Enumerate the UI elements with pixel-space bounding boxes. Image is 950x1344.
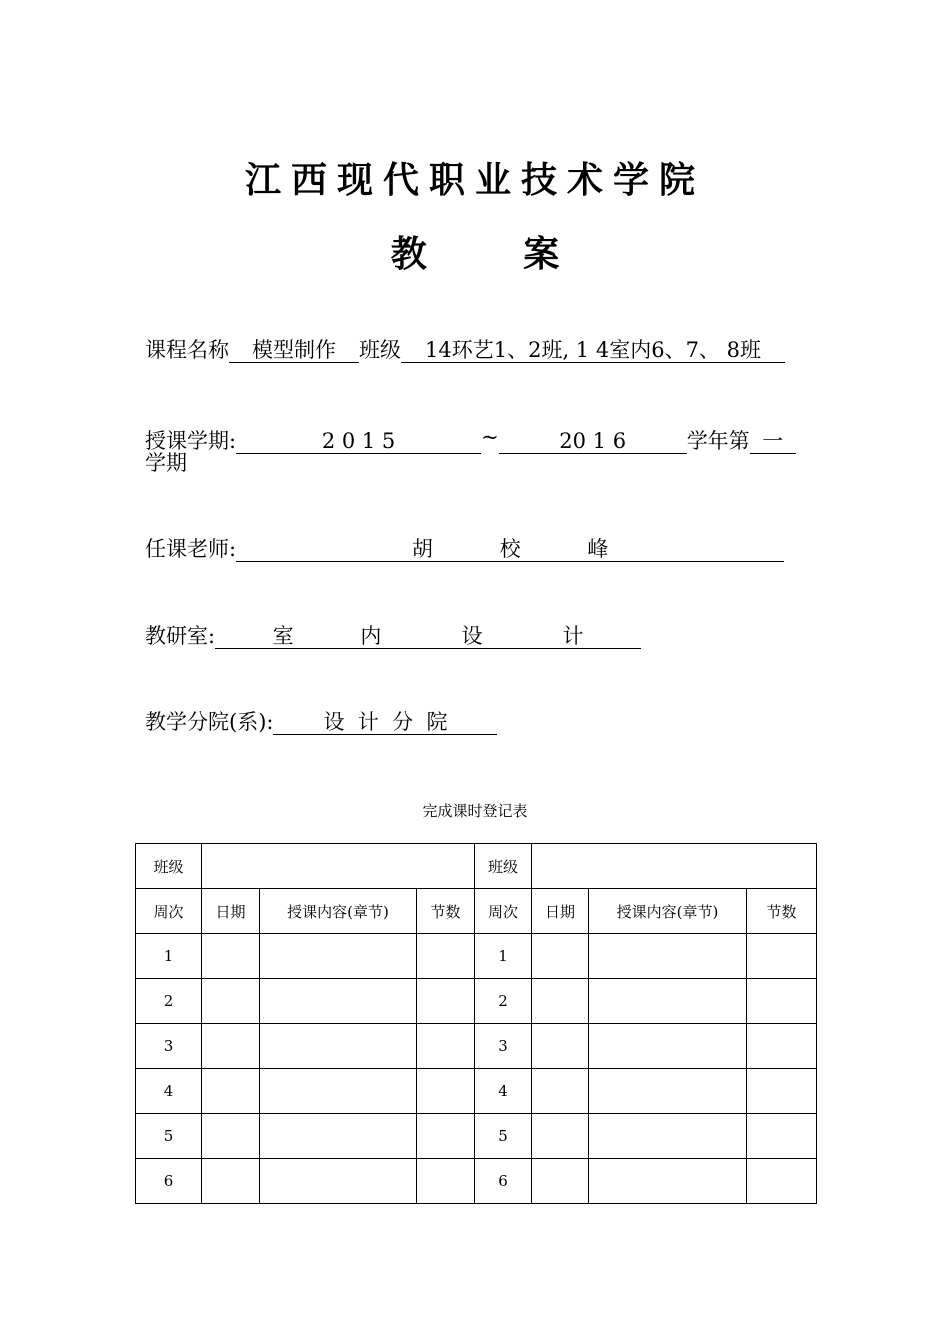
- sessions-cell[interactable]: [417, 979, 475, 1024]
- content-cell[interactable]: [589, 934, 747, 979]
- week-number: 3: [475, 1024, 532, 1069]
- class-value-cell[interactable]: [532, 844, 817, 889]
- term-row: [145, 424, 796, 454]
- date-cell[interactable]: [202, 1159, 260, 1204]
- term-year-start: 2 0 1 5: [236, 429, 481, 454]
- school-name: 江西现代职业技术学院: [244, 159, 705, 201]
- teacher-label: 任课老师:: [145, 537, 237, 561]
- content-cell[interactable]: [260, 1159, 417, 1204]
- content-cell[interactable]: [260, 1069, 417, 1114]
- term-year-end: 20 1 6: [499, 429, 687, 454]
- term-suffix: 学年第: [686, 429, 750, 453]
- sessions-cell[interactable]: [747, 1024, 817, 1069]
- week-number: 2: [475, 979, 532, 1024]
- date-cell[interactable]: [532, 934, 589, 979]
- week-number: 1: [475, 934, 532, 979]
- department-label: 教学分院(系):: [145, 710, 274, 734]
- week-number: 2: [136, 979, 202, 1024]
- date-cell[interactable]: [202, 979, 260, 1024]
- table-row: [136, 979, 817, 1024]
- date-cell[interactable]: [202, 934, 260, 979]
- content-cell[interactable]: [260, 1114, 417, 1159]
- week-number: 5: [475, 1114, 532, 1159]
- teacher-row: [145, 536, 784, 562]
- date-cell[interactable]: [202, 1114, 260, 1159]
- date-cell[interactable]: [532, 1114, 589, 1159]
- class-row: [136, 844, 817, 889]
- date-cell[interactable]: [532, 1069, 589, 1114]
- table-row: [136, 1069, 817, 1114]
- content-cell[interactable]: [589, 979, 747, 1024]
- table-row: [136, 1024, 817, 1069]
- week-number: 6: [136, 1159, 202, 1204]
- content-cell[interactable]: [589, 1069, 747, 1114]
- table-row: [136, 1159, 817, 1204]
- week-number: 3: [136, 1024, 202, 1069]
- content-cell[interactable]: [260, 934, 417, 979]
- class-value-cell[interactable]: [202, 844, 475, 889]
- table-caption: 完成课时登记表: [422, 802, 528, 820]
- week-number: 1: [136, 934, 202, 979]
- document-title-char-2: 案: [523, 233, 560, 275]
- header-sessions: 节数: [747, 889, 817, 934]
- week-number: 4: [136, 1069, 202, 1114]
- class-label: 班级: [359, 338, 401, 362]
- class-value: 14环艺1、2班, 1 4室内6、7、 8班: [401, 338, 785, 363]
- content-cell[interactable]: [260, 1024, 417, 1069]
- term-tail: 学期: [145, 451, 187, 475]
- week-number: 5: [136, 1114, 202, 1159]
- content-cell[interactable]: [589, 1114, 747, 1159]
- office-value: 室 内 设 计: [215, 624, 641, 649]
- header-content: 授课内容(章节): [260, 889, 417, 934]
- sessions-cell[interactable]: [417, 1069, 475, 1114]
- content-cell[interactable]: [589, 1159, 747, 1204]
- document-title-char-1: 教: [390, 233, 427, 275]
- week-number: 6: [475, 1159, 532, 1204]
- header-week: 周次: [475, 889, 532, 934]
- course-name: 模型制作: [229, 338, 359, 363]
- header-date: 日期: [202, 889, 260, 934]
- sessions-cell[interactable]: [747, 1159, 817, 1204]
- sessions-cell[interactable]: [747, 979, 817, 1024]
- department-row: [145, 709, 497, 735]
- sessions-cell[interactable]: [417, 1114, 475, 1159]
- teacher-name: 胡 校 峰: [236, 537, 784, 562]
- week-number: 4: [475, 1069, 532, 1114]
- document-title: [0, 226, 950, 277]
- department-value: 设 计 分 院: [273, 710, 497, 735]
- term-label: 授课学期:: [145, 429, 237, 453]
- content-cell[interactable]: [260, 979, 417, 1024]
- registration-table: [135, 843, 817, 1204]
- class-label-cell: 班级: [475, 844, 532, 889]
- sessions-cell[interactable]: [417, 1159, 475, 1204]
- header-content: 授课内容(章节): [589, 889, 747, 934]
- sessions-cell[interactable]: [747, 934, 817, 979]
- sessions-cell[interactable]: [747, 1069, 817, 1114]
- date-cell[interactable]: [532, 1159, 589, 1204]
- header-date: 日期: [532, 889, 589, 934]
- course-label: 课程名称: [145, 338, 229, 362]
- header-week: 周次: [136, 889, 202, 934]
- sessions-cell[interactable]: [417, 1024, 475, 1069]
- header-sessions: 节数: [417, 889, 475, 934]
- date-cell[interactable]: [532, 979, 589, 1024]
- content-cell[interactable]: [589, 1024, 747, 1069]
- date-cell[interactable]: [202, 1069, 260, 1114]
- course-row: [145, 337, 785, 363]
- table-row: [136, 1114, 817, 1159]
- date-cell[interactable]: [202, 1024, 260, 1069]
- sessions-cell[interactable]: [747, 1114, 817, 1159]
- class-label-cell: 班级: [136, 844, 202, 889]
- office-row: [145, 623, 641, 649]
- office-label: 教研室:: [145, 624, 216, 648]
- table-row: [136, 934, 817, 979]
- header-row: [136, 889, 817, 934]
- term-number: 一: [750, 429, 796, 454]
- sessions-cell[interactable]: [417, 934, 475, 979]
- term-tilde: ~: [481, 425, 499, 449]
- date-cell[interactable]: [532, 1024, 589, 1069]
